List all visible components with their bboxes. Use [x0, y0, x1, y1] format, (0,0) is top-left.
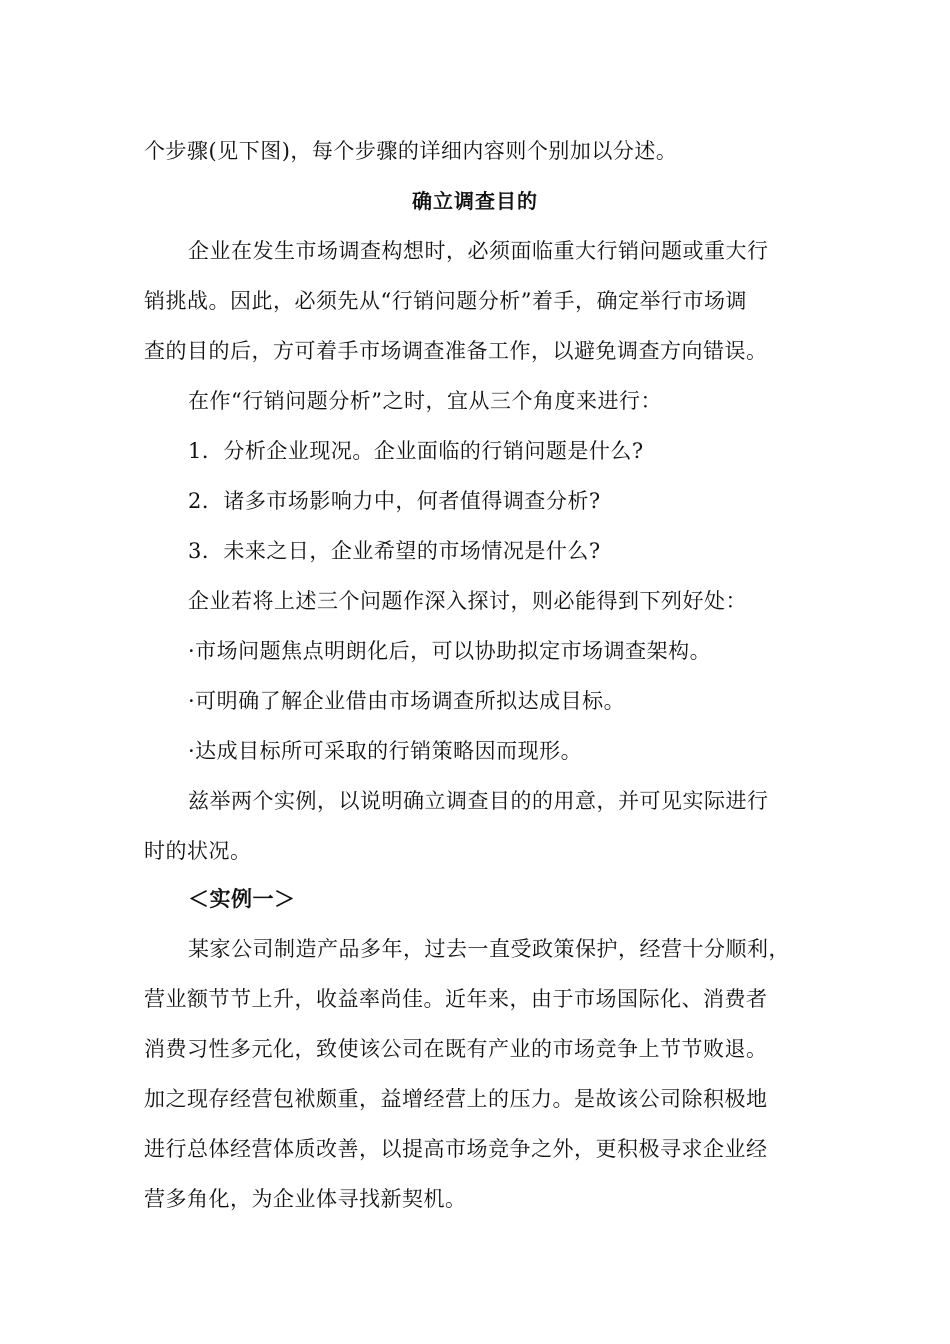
bullet-item: ·可明确了解企业借由市场调查所拟达成目标。 — [188, 689, 626, 713]
numbered-item: 2．诸多市场影响力中，何者值得调查分析? — [188, 489, 601, 513]
bullet-item: ·达成目标所可采取的行销策略因而现形。 — [188, 739, 583, 763]
paragraph-line: 销挑战。因此，必须先从“行销问题分析”着手，确定举行市场调 — [144, 289, 747, 313]
paragraph-line: 在作“行销问题分析”之时，宜从三个角度来进行： — [188, 389, 662, 413]
paragraph-line: 进行总体经营体质改善，以提高市场竞争之外，更积极寻求企业经 — [144, 1137, 768, 1161]
paragraph-line: 营业额节节上升，收益率尚佳。近年来，由于市场国际化、消费者 — [144, 987, 768, 1011]
paragraph-line: 兹举两个实例，以说明确立调查目的的用意，并可见实际进行 — [188, 789, 769, 813]
section-title: 确立调查目的 — [412, 189, 538, 213]
paragraph-line: 某家公司制造产品多年，过去一直受政策保护，经营十分顺利， — [188, 937, 790, 961]
bullet-item: ·市场问题焦点明朗化后，可以协助拟定市场调查架构。 — [188, 639, 712, 663]
paragraph-line: 企业在发生市场调查构想时，必须面临重大行销问题或重大行 — [188, 239, 769, 263]
paragraph-line: 时的状况。 — [144, 839, 252, 863]
paragraph-line: 消费习性多元化，致使该公司在既有产业的市场竞争上节节败退。 — [144, 1037, 768, 1061]
paragraph-line: 查的目的后，方可着手市场调查准备工作，以避免调查方向错误。 — [144, 339, 768, 363]
paragraph-line: 营多角化，为企业体寻找新契机。 — [144, 1187, 467, 1211]
numbered-item: 3．未来之日，企业希望的市场情况是什么? — [188, 539, 601, 563]
paragraph-line: 加之现存经营包袱颇重，益增经营上的压力。是故该公司除积极地 — [144, 1087, 768, 1111]
paragraph-line: 企业若将上述三个问题作深入探讨，则必能得到下列好处： — [188, 589, 747, 613]
intro-line: 个步骤(见下图)，每个步骤的详细内容则个别加以分述。 — [144, 139, 678, 163]
numbered-item: 1．分析企业现况。企业面临的行销问题是什么? — [188, 439, 644, 463]
example-title: ＜实例一＞ — [188, 887, 296, 911]
